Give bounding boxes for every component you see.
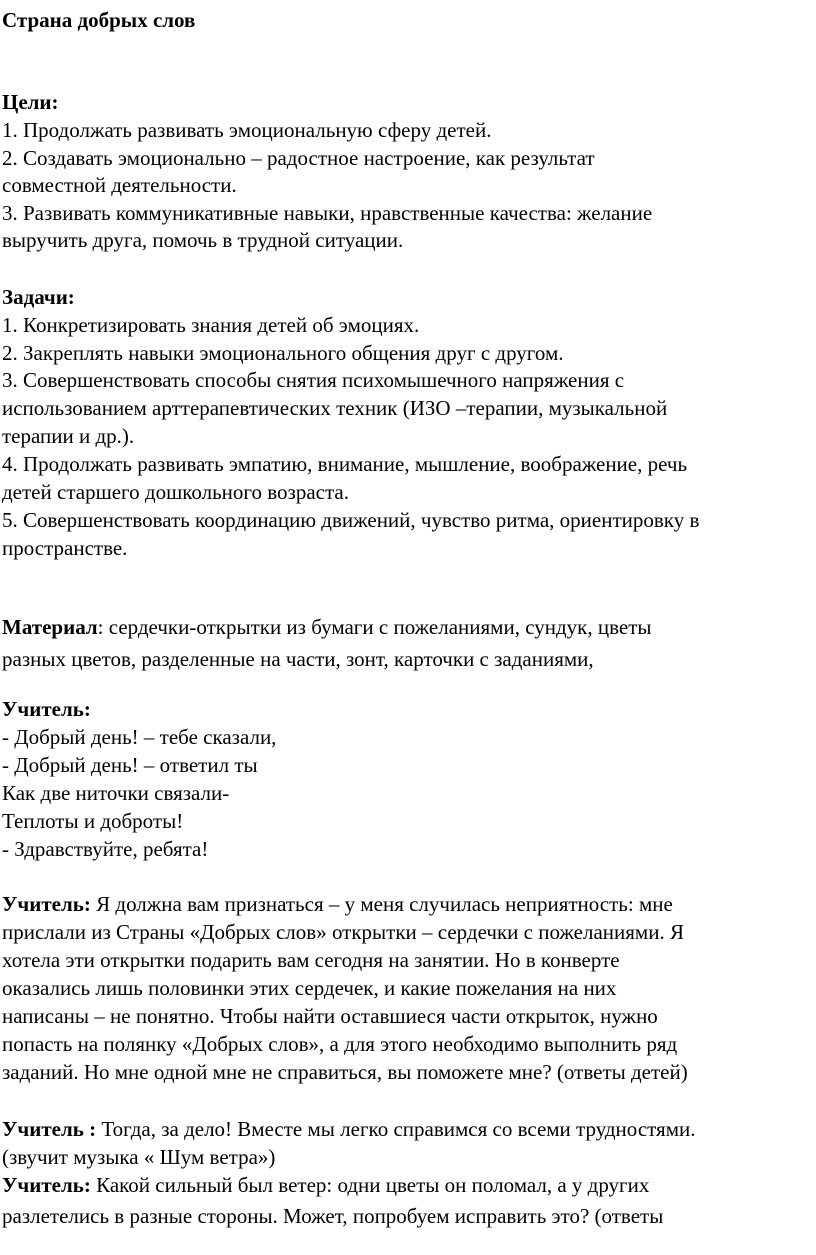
teacher-label: Учитель: bbox=[2, 1173, 91, 1197]
task-line: 3. Совершенствовать способы снятия психомышечного напряжения с bbox=[2, 368, 625, 392]
teacher-text: Тогда, за дело! Вместе мы легко справимся со всеми трудностями. bbox=[96, 1117, 696, 1141]
poem-line: Как две ниточки связали- bbox=[2, 781, 230, 805]
teacher-label: Учитель : bbox=[2, 1117, 97, 1141]
material-line-2: разных цветов, разделенные на части, зонт, карточки с заданиями, bbox=[2, 647, 594, 671]
task-line: пространстве. bbox=[2, 536, 128, 560]
teacher-paragraph-line bbox=[2, 890, 673, 918]
teacher-text: Какой сильный был ветер: одни цветы он поломал, а у других bbox=[90, 1173, 650, 1197]
material-text: : сердечки-открытки из бумаги с пожеланиями, сундук, цветы bbox=[97, 615, 652, 639]
goals-heading: Цели: bbox=[2, 90, 59, 114]
poem-line: Теплоты и доброты! bbox=[2, 809, 184, 833]
teacher-paragraph-line: прислали из Страны «Добрых слов» открытки – сердечки с пожеланиями. Я bbox=[2, 920, 684, 944]
teacher-paragraph-line: написаны – не понятно. Чтобы найти оставшиеся части открыток, нужно bbox=[2, 1004, 658, 1028]
goal-line: совместной деятельности. bbox=[2, 173, 237, 197]
teacher-paragraph-line: (звучит музыка « Шум ветра») bbox=[2, 1145, 276, 1169]
material-label: Материал bbox=[2, 615, 98, 639]
task-line: 4. Продолжать развивать эмпатию, внимание, мышление, воображение, речь bbox=[2, 452, 688, 476]
task-line: 2. Закреплять навыки эмоционального общения друг с другом. bbox=[2, 341, 564, 365]
poem-line: - Здравствуйте, ребята! bbox=[2, 837, 209, 861]
task-line: 5. Совершенствовать координацию движений, чувство ритма, ориентировку в bbox=[2, 508, 700, 532]
teacher-paragraph-line: заданий. Но мне одной мне не справиться, вы поможете мне? (ответы детей) bbox=[2, 1060, 688, 1084]
task-line: 1. Конкретизировать знания детей об эмоциях. bbox=[2, 313, 420, 337]
tasks-heading: Задачи: bbox=[2, 285, 75, 309]
document-title: Страна добрых слов bbox=[2, 8, 196, 32]
goal-line: выручить друга, помочь в трудной ситуации. bbox=[2, 228, 404, 252]
task-line: использованием арттерапевтических техник (ИЗО –терапии, музыкальной bbox=[2, 396, 668, 420]
teacher-label: Учитель: bbox=[2, 697, 91, 721]
goal-line: 1. Продолжать развивать эмоциональную сферу детей. bbox=[2, 118, 492, 142]
task-line: детей старшего дошкольного возраста. bbox=[2, 480, 349, 504]
task-line: терапии и др.). bbox=[2, 424, 135, 448]
teacher-paragraph-line bbox=[2, 1115, 695, 1143]
material-line bbox=[2, 613, 652, 641]
teacher-paragraph-line bbox=[2, 1171, 649, 1199]
teacher-paragraph-line: попасть на полянку «Добрых слов», а для этого необходимо выполнить ряд bbox=[2, 1032, 678, 1056]
poem-line: - Добрый день! – тебе сказали, bbox=[2, 725, 277, 749]
poem-line: - Добрый день! – ответил ты bbox=[2, 753, 258, 777]
goal-line: 2. Создавать эмоционально – радостное настроение, как результат bbox=[2, 146, 595, 170]
teacher-label: Учитель: bbox=[2, 892, 91, 916]
teacher-paragraph-line: хотела эти открытки подарить вам сегодня на занятии. Но в конверте bbox=[2, 948, 620, 972]
teacher-paragraph-line: разлетелись в разные стороны. Может, попробуем исправить это? (ответы bbox=[2, 1204, 664, 1228]
goal-line: 3. Развивать коммуникативные навыки, нравственные качества: желание bbox=[2, 201, 653, 225]
teacher-text: Я должна вам признаться – у меня случилась неприятность: мне bbox=[90, 892, 673, 916]
teacher-paragraph-line: оказались лишь половинки этих сердечек, и какие пожелания на них bbox=[2, 976, 617, 1000]
